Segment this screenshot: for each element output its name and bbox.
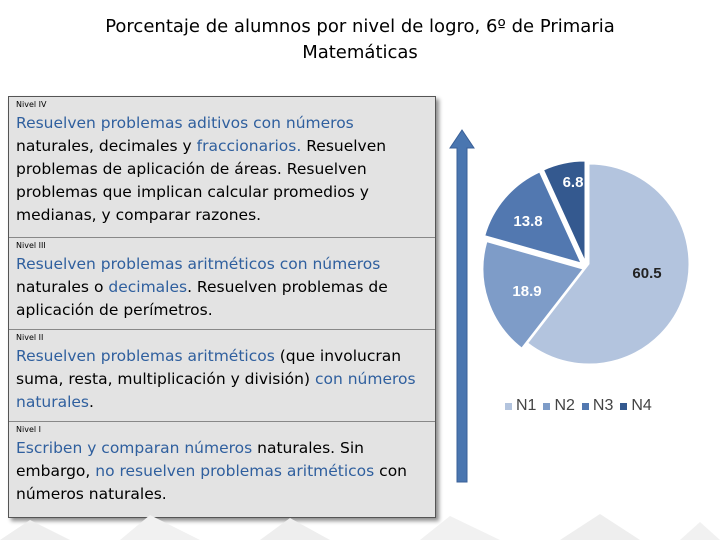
level-2-description: [16, 345, 428, 414]
legend-swatch: [505, 403, 512, 410]
legend-item-n3: [582, 397, 613, 415]
legend-label: N4: [631, 397, 652, 414]
chart-title: [40, 14, 680, 66]
data-label-n2: 18.9: [512, 283, 542, 300]
description-segment: Resuelven problemas aditivos con números: [16, 114, 354, 132]
legend-item-n4: [620, 397, 651, 415]
data-label-n4: 6.8: [562, 174, 584, 191]
data-label-n1: 60.5: [632, 265, 662, 282]
level-1-box: [9, 422, 435, 517]
pie-chart: [460, 160, 700, 390]
level-3-description: [16, 253, 428, 322]
description-segment: naturales. Sin embargo,: [16, 439, 364, 480]
description-segment: (que involucran suma, resta, multiplicación y división): [16, 347, 402, 388]
title-line-2: Matemáticas: [302, 42, 418, 63]
description-segment: .: [89, 393, 94, 411]
level-3-box: [9, 238, 435, 330]
level-2-box: [9, 330, 435, 422]
decorative-background-shapes: [0, 510, 720, 540]
chart-legend: [505, 396, 652, 416]
title-line-1: Porcentaje de alumnos por nivel de logro, 6º de Primaria: [105, 16, 615, 37]
description-segment: . Resuelven problemas de aplicación de perímetros.: [16, 278, 388, 319]
data-label-n3: 13.8: [513, 213, 543, 230]
level-4-name: Nivel IV: [16, 100, 47, 109]
description-segment: decimales: [108, 278, 188, 296]
legend-item-n1: [505, 397, 536, 415]
description-segment: Resuelven problemas aritméticos: [16, 347, 275, 365]
description-segment: no resuelven problemas aritméticos: [95, 462, 375, 480]
description-segment: Resuelven problemas de aplicación de áreas. Resuelven problemas que implican calcular promedios y medianas, y comparar razones.: [16, 137, 387, 224]
legend-label: N1: [516, 397, 537, 414]
level-3-name: Nivel III: [16, 241, 46, 250]
level-1-description: [16, 437, 428, 506]
description-segment: con números naturales: [16, 370, 416, 411]
legend-label: N2: [554, 397, 575, 414]
description-segment: con números naturales.: [16, 462, 408, 503]
description-segment: Resuelven problemas aritméticos con números: [16, 255, 381, 273]
legend-item-n2: [543, 397, 574, 415]
level-4-box: [9, 97, 435, 238]
level-1-name: Nivel I: [16, 425, 41, 434]
description-segment: Escriben y comparan números: [16, 439, 253, 457]
legend-swatch: [582, 403, 589, 410]
description-segment: fraccionarios.: [196, 137, 302, 155]
legend-swatch: [620, 403, 627, 410]
legend-swatch: [543, 403, 550, 410]
level-2-name: Nivel II: [16, 333, 44, 342]
levels-panel: [8, 96, 436, 518]
legend-label: N3: [592, 397, 614, 414]
description-segment: naturales, decimales y: [16, 137, 197, 155]
description-segment: naturales o: [16, 278, 109, 296]
level-4-description: [16, 112, 428, 227]
